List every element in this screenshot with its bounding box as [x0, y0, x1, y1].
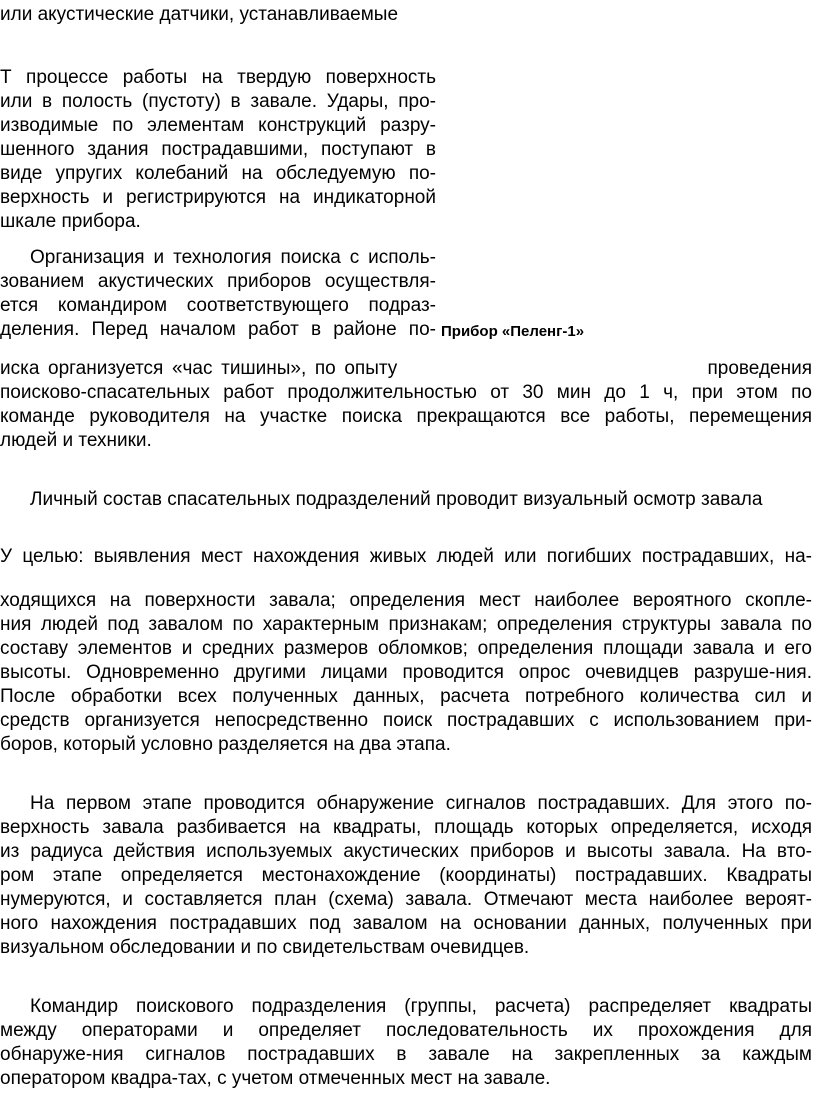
text-line: Организация и технология поиска с исполь- — [30, 247, 436, 268]
text-line: шкале прибора. — [0, 211, 141, 232]
text-line: составу элементов и средних размеров обломков; определения площади завала и его — [0, 638, 812, 659]
text-line: между операторами и определяет последовательность их прохождения для — [0, 1020, 812, 1041]
text-line: поисково-спасательных работ продолжительностью от 30 мин до 1 ч, при этом по — [0, 382, 812, 403]
text-line: команде руководителя на участке поиска прекращаются все работы, перемещения — [0, 406, 812, 427]
text-line: людей и техники. — [0, 430, 152, 451]
text-line: верхность и регистрируются на индикаторной — [0, 187, 436, 208]
text-line: деления. Перед началом работ в районе по- — [0, 319, 436, 340]
text-line: высоты. Одновременно другими лицами проводится опрос очевидцев разруше-ния. — [0, 662, 812, 683]
text-line: ния людей под завалом по характерным признакам; определения структуры завала по — [0, 614, 812, 635]
text-line — [0, 357, 812, 381]
text-line: Т процессе работы на твердую поверхность — [0, 67, 436, 88]
figure-caption: Прибор «Пеленг-1» — [441, 323, 585, 340]
text-line: Командир поискового подразделения (группы, расчета) распределяет квадраты — [30, 996, 812, 1017]
text-line: шенного здания пострадавшими, поступают в — [0, 139, 436, 160]
text-line: После обработки всех полученных данных, расчета потребного количества сил и — [0, 686, 812, 707]
text-line: У целью: выявления мест нахождения живых людей или погибших пострадавших, на- — [0, 546, 812, 567]
text-line: нумеруются, и составляется план (схема) завала. Отмечают места наиболее вероят- — [0, 889, 812, 910]
text-line: изводимые по элементам конструкций разру- — [0, 115, 436, 136]
text-line: обнаруже-ния сигналов пострадавших в завале на закрепленных за каждым — [0, 1044, 812, 1065]
text-line: оператором квадра-тах, с учетом отмеченных мест на завале. — [0, 1068, 551, 1089]
text-line: из радиуса действия используемых акустических приборов и высоты завала. На вто- — [0, 841, 812, 862]
text-line: Личный состав спасательных подразделений проводит визуальный осмотр завала — [30, 489, 763, 510]
text-line: ного нахождения пострадавших под завалом на основании данных, полученных при — [0, 913, 812, 934]
text-line: ром этапе определяется местонахождение (координаты) пострадавших. Квадраты — [0, 865, 812, 886]
text-line: виде упругих колебаний на обследуемую по- — [0, 163, 436, 184]
text-line: На первом этапе проводится обнаружение сигналов пострадавших. Для этого по- — [30, 793, 812, 814]
text-line: или в полость (пустоту) в завале. Удары, про- — [0, 91, 436, 112]
text-line: верхность завала разбивается на квадраты, площадь которых определяется, исходя — [0, 817, 812, 838]
text-line: визуальном обследовании и по свидетельствам очевидцев. — [0, 937, 530, 958]
text-line: ходящихся на поверхности завала; определения мест наиболее вероятного скопле- — [0, 590, 812, 611]
text-line: или акустические датчики, устанавливаемые — [0, 4, 399, 25]
text-line: средств организуется непосредственно поиск пострадавших с использованием при- — [0, 710, 812, 731]
text-line: ется командиром соответствующего подраз- — [0, 295, 436, 316]
text-line: зованием акустических приборов осуществля- — [0, 271, 436, 292]
text-fragment: иска организуется «час тишины», по опыту проведения — [0, 358, 812, 379]
text-line: боров, который условно разделяется на два этапа. — [0, 734, 451, 755]
